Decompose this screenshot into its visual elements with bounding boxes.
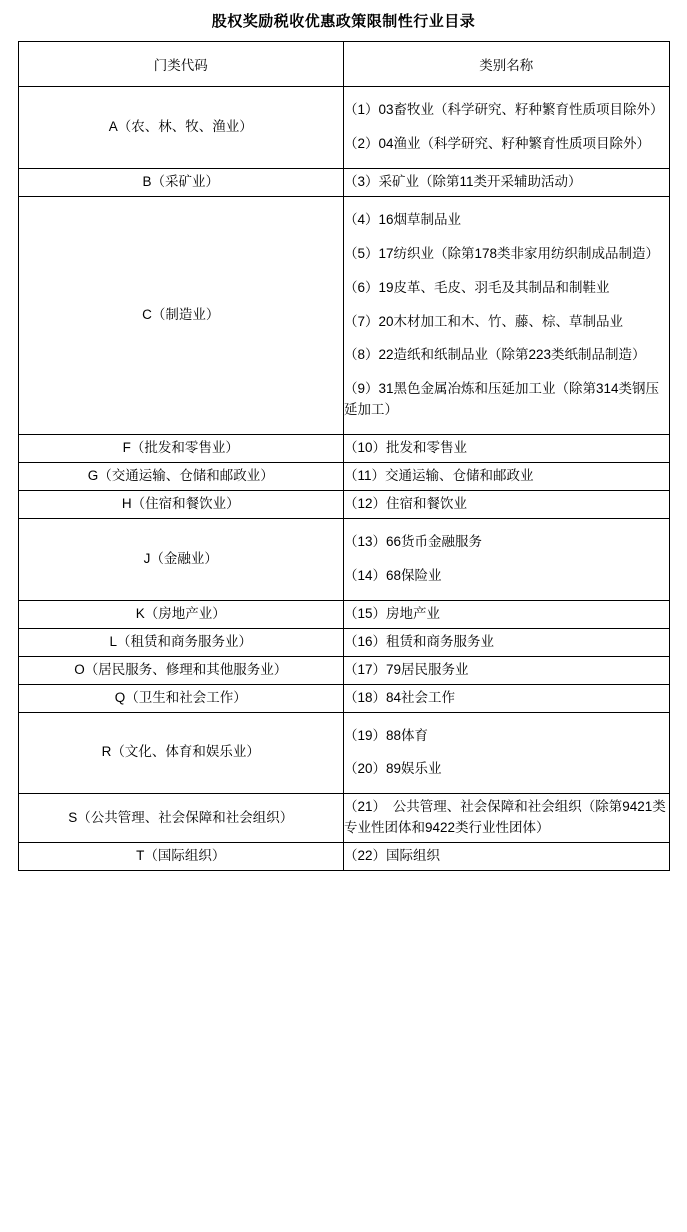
- row-code: T（国际组织）: [18, 843, 344, 871]
- row-name: [344, 794, 670, 843]
- table-row: [18, 435, 669, 463]
- row-code: C（制造业）: [18, 196, 344, 434]
- list-item: （20）89娱乐业: [344, 761, 442, 777]
- row-code: F（批发和零售业）: [18, 435, 344, 463]
- row-code: G（交通运输、仓储和邮政业）: [18, 463, 344, 491]
- row-name: [344, 518, 670, 600]
- list-item: （9）31黑色金属冶炼和压延加工业（除第314类钢压延加工）: [344, 381, 660, 418]
- row-name: [344, 435, 670, 463]
- page-title: 股权奖励税收优惠政策限制性行业目录: [211, 13, 476, 30]
- list-item: （6）19皮革、毛皮、羽毛及其制品和制鞋业: [344, 279, 610, 295]
- table-row: [18, 491, 669, 519]
- list-item: （19）88体育: [344, 727, 429, 743]
- table-row: [18, 794, 669, 843]
- row-code: K（房地产业）: [18, 600, 344, 628]
- column-header-name: 类别名称: [344, 42, 670, 87]
- row-name: [344, 684, 670, 712]
- table-row: [18, 196, 669, 434]
- list-item: （21） 公共管理、社会保障和社会组织（除第9421类专业性团体和9422类行业性团体）: [344, 799, 666, 836]
- list-item: （4）16烟草制品业: [344, 211, 462, 227]
- row-code: B（采矿业）: [18, 168, 344, 196]
- table-row: [18, 463, 669, 491]
- row-code: Q（卫生和社会工作）: [18, 684, 344, 712]
- table-row: [18, 684, 669, 712]
- list-item: （17）79居民服务业: [344, 661, 469, 677]
- list-item: （16）租赁和商务服务业: [344, 633, 495, 649]
- list-item: （5）17纺织业（除第178类非家用纺织制成品制造）: [344, 245, 660, 261]
- table-row: [18, 600, 669, 628]
- list-item: （10）批发和零售业: [344, 440, 468, 456]
- restricted-industry-catalog-table: [18, 41, 670, 871]
- row-code: J（金融业）: [18, 518, 344, 600]
- list-item: （3）采矿业（除第11类开采辅助活动）: [344, 173, 582, 189]
- table-row: [18, 712, 669, 794]
- table-row: [18, 843, 669, 871]
- row-name: [344, 628, 670, 656]
- row-name: [344, 87, 670, 169]
- list-item: （14）68保险业: [344, 567, 442, 583]
- row-code: S（公共管理、社会保障和社会组织）: [18, 794, 344, 843]
- row-name: [344, 491, 670, 519]
- row-name: [344, 712, 670, 794]
- table-row: [18, 628, 669, 656]
- row-code: A（农、林、牧、渔业）: [18, 87, 344, 169]
- row-name: [344, 196, 670, 434]
- table-row: [18, 168, 669, 196]
- list-item: （11）交通运输、仓储和邮政业: [344, 468, 534, 484]
- row-name: [344, 656, 670, 684]
- list-item: （13）66货币金融服务: [344, 533, 483, 549]
- row-code: O（居民服务、修理和其他服务业）: [18, 656, 344, 684]
- table-row: [18, 87, 669, 169]
- table-row: [18, 518, 669, 600]
- table-header-row: [18, 42, 669, 87]
- row-name: [344, 843, 670, 871]
- list-item: （7）20木材加工和木、竹、藤、棕、草制品业: [344, 313, 624, 329]
- list-item: （8）22造纸和纸制品业（除第223类纸制品制造）: [344, 347, 646, 363]
- row-name: [344, 600, 670, 628]
- list-item: （15）房地产业: [344, 605, 441, 621]
- list-item: （2）04渔业（科学研究、籽种繁育性质项目除外）: [344, 135, 651, 151]
- row-code: R（文化、体育和娱乐业）: [18, 712, 344, 794]
- column-header-code: 门类代码: [18, 42, 344, 87]
- list-item: （12）住宿和餐饮业: [344, 496, 468, 512]
- list-item: （18）84社会工作: [344, 689, 456, 705]
- table-row: [18, 656, 669, 684]
- row-code: H（住宿和餐饮业）: [18, 491, 344, 519]
- row-code: L（租赁和商务服务业）: [18, 628, 344, 656]
- list-item: （22）国际组织: [344, 848, 441, 864]
- row-name: [344, 168, 670, 196]
- list-item: （1）03畜牧业（科学研究、籽种繁育性质项目除外）: [344, 102, 664, 117]
- table-body: [18, 87, 669, 871]
- row-name: [344, 463, 670, 491]
